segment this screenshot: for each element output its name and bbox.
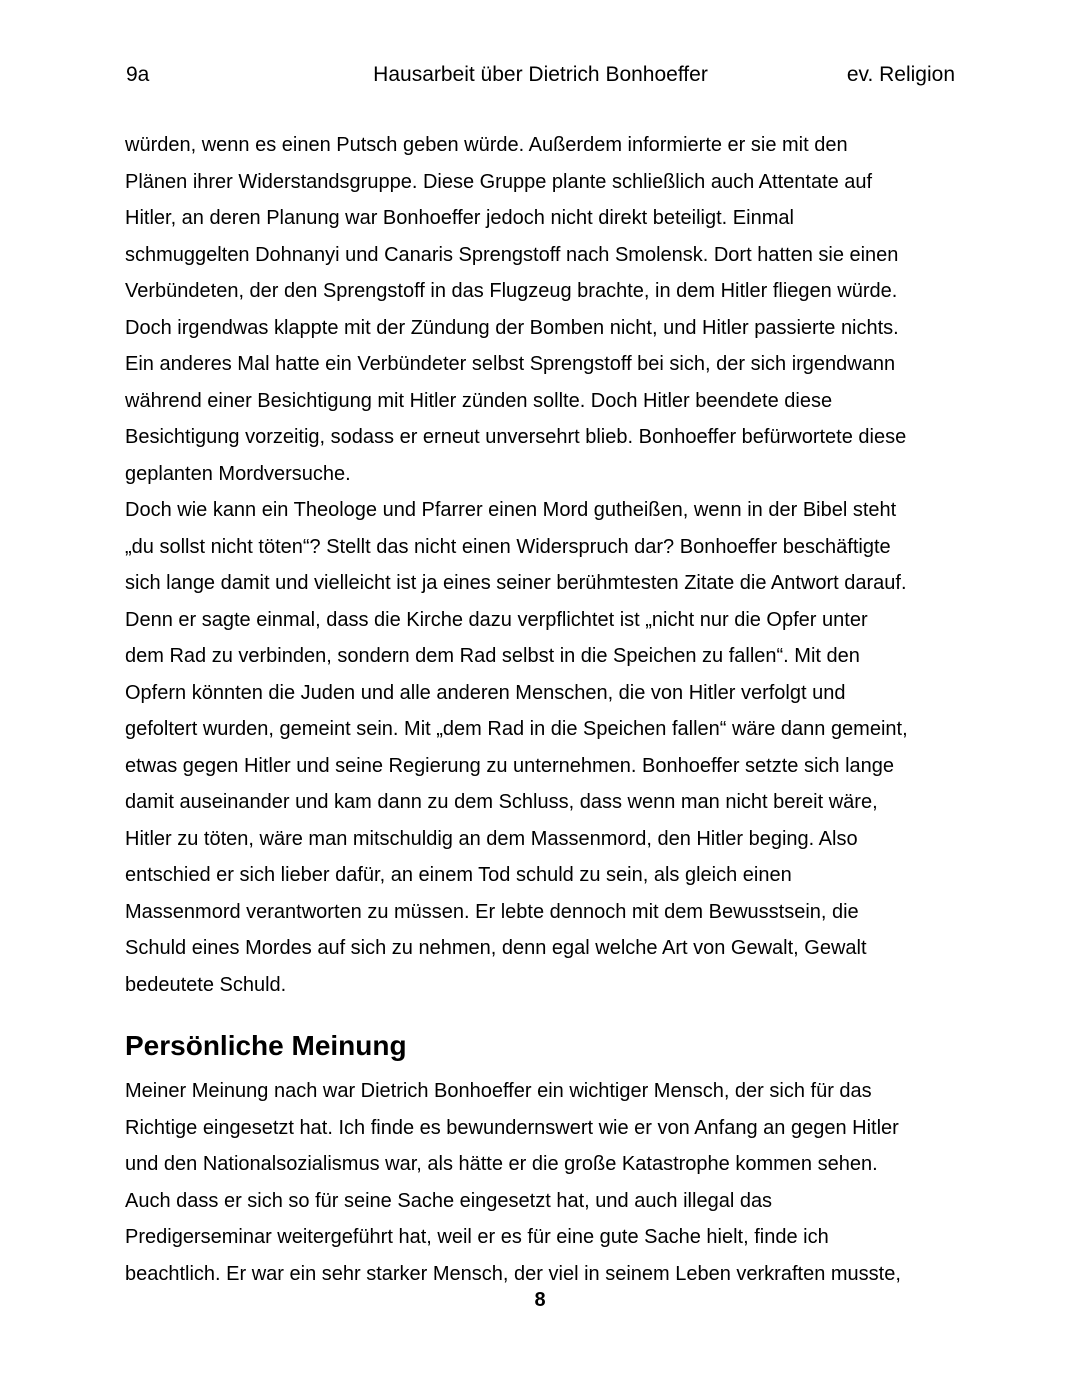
text-line: dem Rad zu verbinden, sondern dem Rad selbst in die Speichen zu fallen“. Mit den <box>125 645 860 667</box>
page-number: 8 <box>534 1289 546 1311</box>
text-line: Opfern könnten die Juden und alle anderen Menschen, die von Hitler verfolgt und <box>125 682 846 704</box>
header-title: Hausarbeit über Dietrich Bonhoeffer <box>373 63 708 86</box>
text-line: beachtlich. Er war ein sehr starker Mensch, der viel in seinem Leben verkraften musste, <box>125 1263 901 1285</box>
text-line: schmuggelten Dohnanyi und Canaris Sprengstoff nach Smolensk. Dort hatten sie einen <box>125 244 899 266</box>
text-line: geplanten Mordversuche. <box>125 463 351 485</box>
text-line: Hitler, an deren Planung war Bonhoeffer jedoch nicht direkt beteiligt. Einmal <box>125 207 794 229</box>
page-header <box>126 60 955 90</box>
text-line: Doch wie kann ein Theologe und Pfarrer einen Mord gutheißen, wenn in der Bibel steht <box>125 499 897 521</box>
text-line: Plänen ihrer Widerstandsgruppe. Diese Gruppe plante schließlich auch Attentate auf <box>125 171 873 193</box>
text-line: Doch irgendwas klappte mit der Zündung der Bomben nicht, und Hitler passierte nichts. <box>125 317 899 339</box>
text-line: Besichtigung vorzeitig, sodass er erneut unversehrt blieb. Bonhoeffer befürwortete diese <box>125 426 907 448</box>
text-line: Ein anderes Mal hatte ein Verbündeter selbst Sprengstoff bei sich, der sich irgendwann <box>125 353 896 375</box>
text-line: sich lange damit und vielleicht ist ja eines seiner berühmtesten Zitate die Antwort darauf. <box>125 572 907 594</box>
text-line: würden, wenn es einen Putsch geben würde. Außerdem informierte er sie mit den <box>125 134 848 156</box>
text-line: Auch dass er sich so für seine Sache eingesetzt hat, und auch illegal das <box>125 1190 773 1212</box>
text-line: Richtige eingesetzt hat. Ich finde es bewundernswert wie er von Anfang an gegen Hitler <box>125 1117 899 1139</box>
text-line: bedeutete Schuld. <box>125 974 287 996</box>
text-line: Schuld eines Mordes auf sich zu nehmen, denn egal welche Art von Gewalt, Gewalt <box>125 937 867 959</box>
text-line: und den Nationalsozialismus war, als hätte er die große Katastrophe kommen sehen. <box>125 1153 878 1175</box>
text-line: Predigerseminar weitergeführt hat, weil er es für eine gute Sache hielt, finde ich <box>125 1226 829 1248</box>
text-line: während einer Besichtigung mit Hitler zünden sollte. Doch Hitler beendete diese <box>125 390 833 412</box>
section-heading: Persönliche Meinung <box>125 1030 407 1061</box>
text-line: „du sollst nicht töten“? Stellt das nicht einen Widerspruch dar? Bonhoeffer beschäftigte <box>125 536 891 558</box>
text-line: Verbündeten, der den Sprengstoff in das Flugzeug brachte, in dem Hitler fliegen würde. <box>125 280 898 302</box>
text-line: gefoltert wurden, gemeint sein. Mit „dem Rad in die Speichen fallen“ wäre dann gemeint, <box>125 718 908 740</box>
text-line: Hitler zu töten, wäre man mitschuldig an dem Massenmord, den Hitler beging. Also <box>125 828 858 850</box>
text-line: Denn er sagte einmal, dass die Kirche dazu verpflichtet ist „nicht nur die Opfer unter <box>125 609 868 631</box>
header-class: 9a <box>126 63 150 86</box>
text-line: Massenmord verantworten zu müssen. Er lebte dennoch mit dem Bewusstsein, die <box>125 901 859 923</box>
header-subject: ev. Religion <box>846 63 955 86</box>
text-line: etwas gegen Hitler und seine Regierung zu unternehmen. Bonhoeffer setzte sich lange <box>125 755 895 777</box>
text-line: damit auseinander und kam dann zu dem Schluss, dass wenn man nicht bereit wäre, <box>125 791 878 813</box>
text-line: Meiner Meinung nach war Dietrich Bonhoeffer ein wichtiger Mensch, der sich für das <box>125 1080 872 1102</box>
text-line: entschied er sich lieber dafür, an einem Tod schuld zu sein, als gleich einen <box>125 864 792 886</box>
